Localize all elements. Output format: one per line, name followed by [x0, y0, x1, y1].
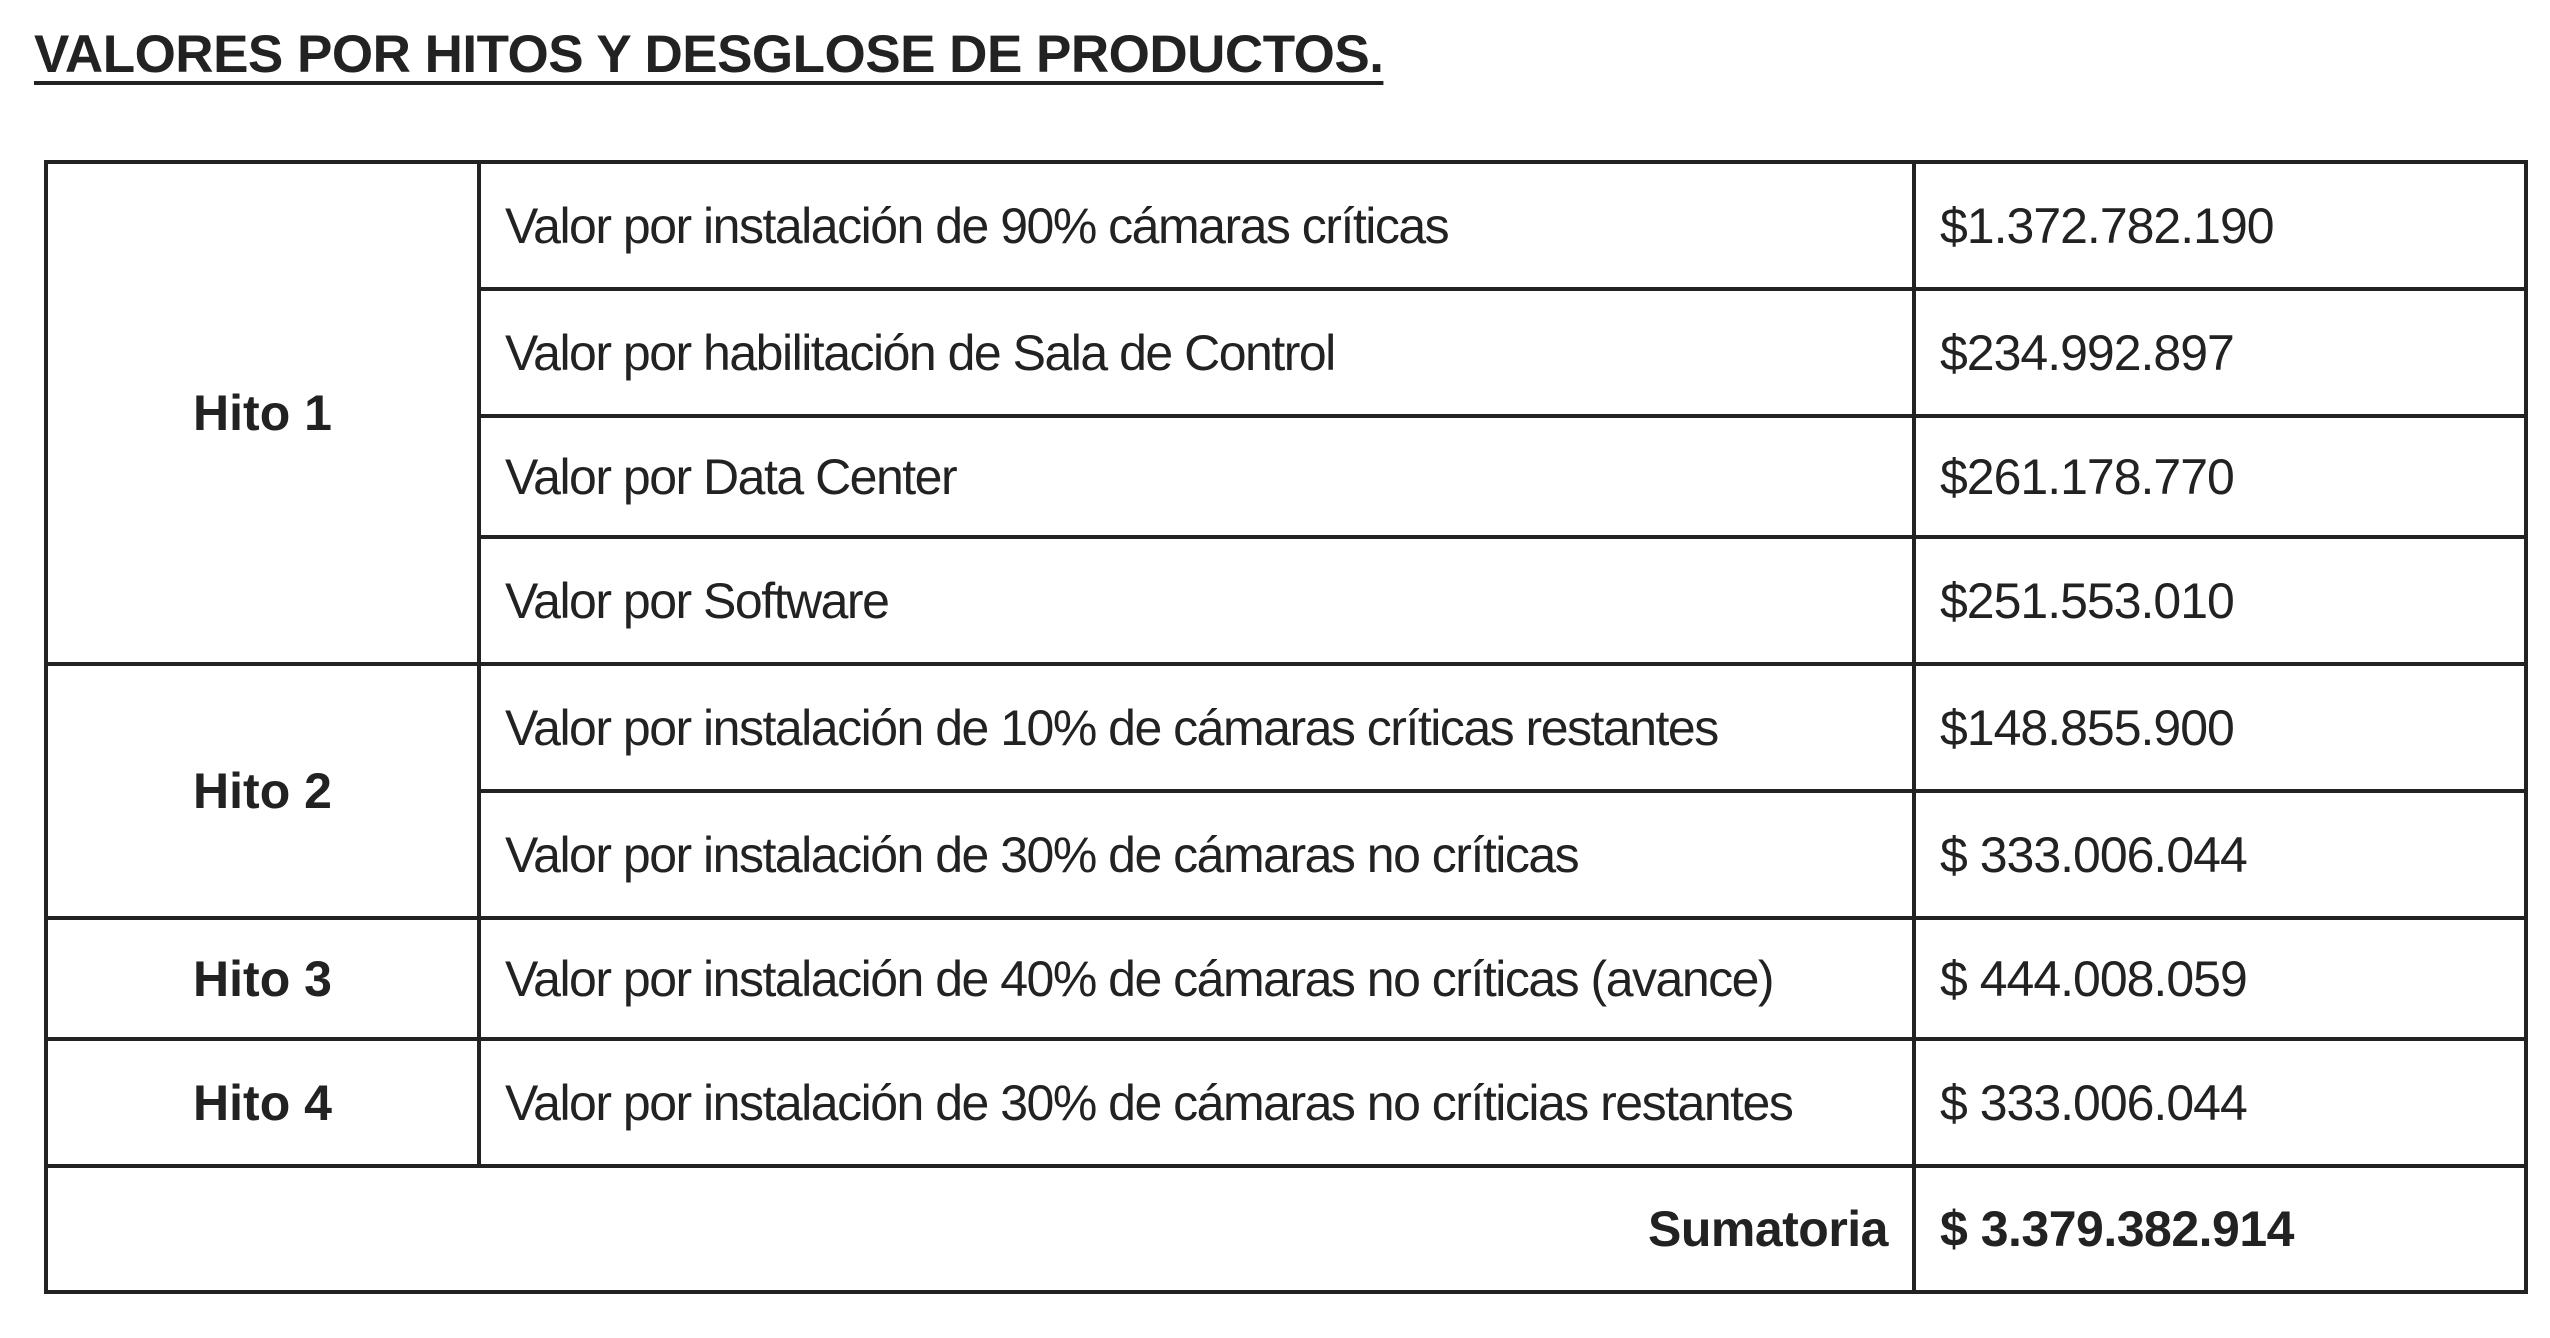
item-value: $ 333.006.044 — [1914, 791, 2526, 918]
item-value: $148.855.900 — [1914, 664, 2526, 791]
hito-label-1: Hito 1 — [46, 162, 479, 664]
table-row — [46, 1039, 2526, 1166]
hitos-table — [44, 160, 2528, 1294]
item-description: Valor por instalación de 30% de cámaras no críticias restantes — [479, 1039, 1914, 1166]
hito-label-3: Hito 3 — [46, 918, 479, 1039]
item-value: $251.553.010 — [1914, 537, 2526, 664]
item-value: $ 333.006.044 — [1914, 1039, 2526, 1166]
item-description: Valor por instalación de 90% cámaras críticas — [479, 162, 1914, 289]
item-description: Valor por Software — [479, 537, 1914, 664]
table-row — [46, 664, 2526, 791]
hito-label-2: Hito 2 — [46, 664, 479, 918]
total-row — [46, 1166, 2526, 1292]
item-description: Valor por instalación de 40% de cámaras no críticas (avance) — [479, 918, 1914, 1039]
document-title: VALORES POR HITOS Y DESGLOSE DE PRODUCTOS. — [34, 25, 1384, 84]
hito-label-4: Hito 4 — [46, 1039, 479, 1166]
total-value: $ 3.379.382.914 — [1914, 1166, 2526, 1292]
item-value: $234.992.897 — [1914, 289, 2526, 416]
table-row — [46, 918, 2526, 1039]
total-label: Sumatoria — [46, 1166, 1914, 1292]
item-description: Valor por instalación de 10% de cámaras críticas restantes — [479, 664, 1914, 791]
table-row — [46, 162, 2526, 289]
item-value: $261.178.770 — [1914, 416, 2526, 537]
item-description: Valor por instalación de 30% de cámaras no críticas — [479, 791, 1914, 918]
item-value: $1.372.782.190 — [1914, 162, 2526, 289]
item-description: Valor por habilitación de Sala de Control — [479, 289, 1914, 416]
item-value: $ 444.008.059 — [1914, 918, 2526, 1039]
item-description: Valor por Data Center — [479, 416, 1914, 537]
